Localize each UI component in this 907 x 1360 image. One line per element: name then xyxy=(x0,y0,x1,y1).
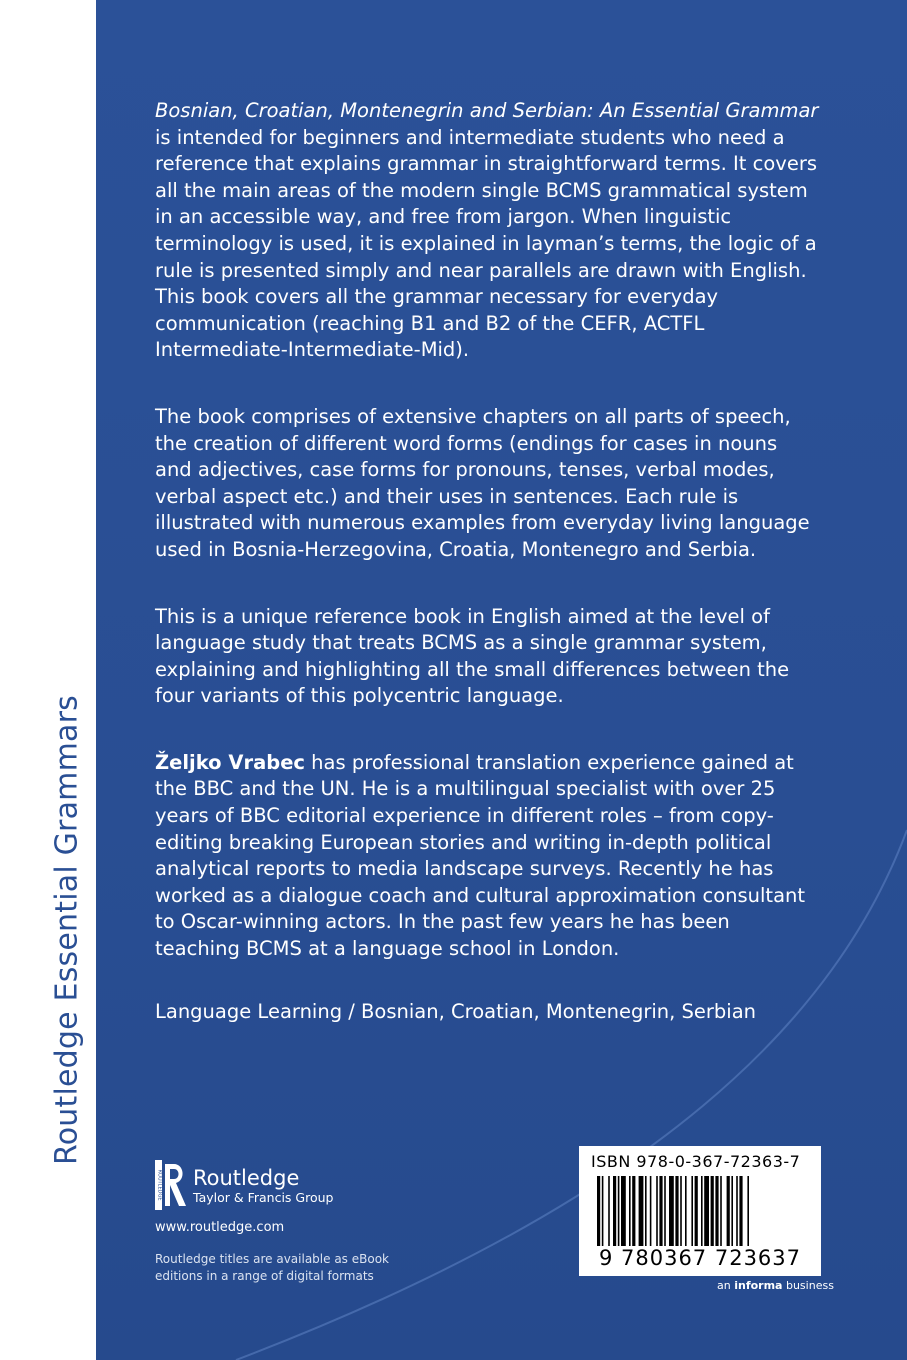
barcode-image xyxy=(589,1176,811,1246)
publisher-block xyxy=(155,1160,415,1285)
barcode-bar xyxy=(680,1176,682,1246)
barcode-bar xyxy=(715,1176,718,1246)
barcode-bar xyxy=(669,1176,674,1246)
publisher-group: Taylor & Francis Group xyxy=(193,1189,334,1205)
contents-paragraph: The book comprises of extensive chapters on all parts of speech, the creation of different word forms (endings for cases in nouns and adjectives, case forms for pronouns, tenses, verbal modes, verbal aspect etc.) and their uses in sentences. Each rule is illustrated with numerous examples from everyday living language used in Bosnia-Herzegovina, Croatia, Montenegro and Serbia. xyxy=(155,404,810,561)
informa-suffix: business xyxy=(782,1279,834,1292)
barcode-bar xyxy=(645,1176,647,1246)
barcode-bar xyxy=(701,1176,703,1246)
barcode-digits: 9 780367 723637 xyxy=(598,1246,802,1270)
barcode-bar xyxy=(613,1176,616,1246)
publisher-website: www.routledge.com xyxy=(155,1220,285,1235)
barcode-bar xyxy=(639,1176,644,1246)
back-cover-panel xyxy=(96,0,907,1360)
spine-strip xyxy=(0,0,96,1360)
description-text: is intended for beginners and intermediate students who need a reference that explains grammar in straightforward terms. It covers all the main areas of the modern single BCMS grammatical system in an accessible way, and free from jargon. When linguistic terminology is used, it is explained in layman’s terms, the logic of a rule is presented simply and near parallels are drawn with English. This book covers all the grammar necessary for everyday communication (reaching B1 and B2 of the CEFR, ACTFL Intermediate-Intermediate-Mid). xyxy=(155,125,818,362)
series-title: Routledge Essential Grammars xyxy=(49,695,85,1165)
barcode-box xyxy=(579,1146,821,1276)
informa-brand: informa xyxy=(734,1279,783,1292)
routledge-logo xyxy=(155,1160,415,1210)
description-paragraph xyxy=(155,98,820,364)
isbn-label: ISBN 978-0-367-72363-7 xyxy=(591,1152,801,1171)
logo-mark-text: ROUTLEDGE xyxy=(156,1169,163,1201)
barcode-bar xyxy=(656,1176,658,1246)
publisher-name: Routledge xyxy=(193,1165,300,1190)
author-bio: has professional translation experience gained at the BBC and the UN. He is a multilingual specialist with over 25 years of BBC editorial experience in different roles – from copy-editing breaking European stories and writing in-depth political analytical reports to media landscape surveys. Recently he has worked as a dialogue coach and cultural approximation consultant to Oscar-winning actors. In the past few years he has been teaching BCMS at a language school in London. xyxy=(155,750,806,961)
barcode-bar xyxy=(608,1176,610,1246)
barcode-bar xyxy=(650,1176,652,1246)
uniqueness-paragraph: This is a unique reference book in English aimed at the level of language study that treats BCMS as a single grammar system, explaining and highlighting all the small differences between the four variants of this polycentric language. xyxy=(155,604,790,708)
barcode-bar xyxy=(695,1176,698,1246)
barcode-bar xyxy=(691,1176,693,1246)
subject-category: Language Learning / Bosnian, Croatian, Montenegrin, Serbian xyxy=(155,999,757,1023)
barcode-bar xyxy=(739,1176,742,1246)
routledge-r-icon xyxy=(155,1160,189,1210)
informa-prefix: an xyxy=(717,1279,735,1292)
barcode-bar xyxy=(731,1176,733,1246)
barcode-bar xyxy=(629,1176,631,1246)
barcode-bar xyxy=(602,1176,604,1246)
barcode-bar xyxy=(621,1176,626,1246)
barcode-bar xyxy=(747,1176,749,1246)
author-name: Željko Vrabec xyxy=(155,750,305,774)
barcode-bar xyxy=(704,1176,709,1246)
ebook-note: Routledge titles are available as eBook editions in a range of digital formats xyxy=(155,1252,389,1283)
barcode-bar xyxy=(685,1176,687,1246)
blurb xyxy=(155,98,820,1065)
barcode-bar xyxy=(659,1176,662,1246)
barcode-bar xyxy=(632,1176,635,1246)
barcode-bar xyxy=(720,1176,722,1246)
barcode-bar xyxy=(675,1176,678,1246)
barcode-bar xyxy=(618,1176,620,1246)
barcode-bar xyxy=(736,1176,738,1246)
barcode-bar xyxy=(727,1176,730,1246)
barcode-bar xyxy=(597,1176,600,1246)
informa-tagline xyxy=(717,1279,834,1292)
book-title: Bosnian, Croatian, Montenegrin and Serbian: An Essential Grammar xyxy=(155,99,819,122)
barcode-bar xyxy=(664,1176,666,1246)
author-paragraph xyxy=(155,750,820,963)
barcode-bar xyxy=(711,1176,714,1246)
